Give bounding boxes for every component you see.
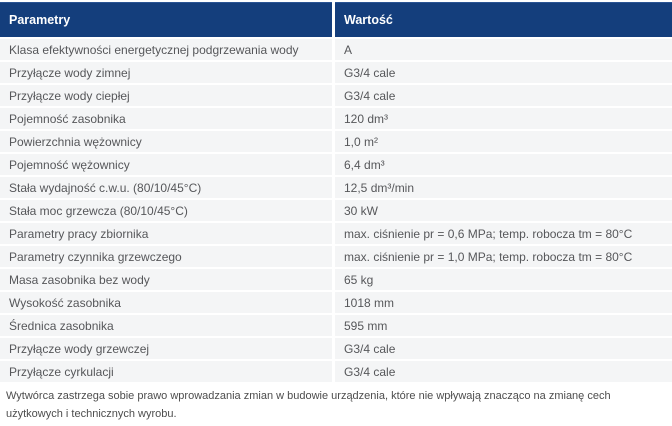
table-row xyxy=(0,292,672,313)
disclaimer-text: Wytwórca zastrzega sobie prawo wprowadzania zmian w budowie urządzenia, które nie wpływają znacząco na zmianę cech użytkowych i technicznych wyrobu. xyxy=(6,390,611,420)
value-cell: G3/4 cale xyxy=(335,338,672,359)
table-row xyxy=(0,338,672,359)
param-cell: Średnica zasobnika xyxy=(0,315,332,336)
table-row xyxy=(0,269,672,290)
param-cell: Przyłącze wody ciepłej xyxy=(0,85,332,106)
table-header-row xyxy=(0,2,672,37)
value-cell: 65 kg xyxy=(335,269,672,290)
table-row xyxy=(0,315,672,336)
param-cell: Parametry czynnika grzewczego xyxy=(0,246,332,267)
value-cell: G3/4 cale xyxy=(335,361,672,382)
param-cell: Przyłącze wody grzewczej xyxy=(0,338,332,359)
value-cell: G3/4 cale xyxy=(335,85,672,106)
value-cell: 12,5 dm³/min xyxy=(335,177,672,198)
value-cell: 595 mm xyxy=(335,315,672,336)
param-cell: Parametry pracy zbiornika xyxy=(0,223,332,244)
value-cell: max. ciśnienie pr = 1,0 MPa; temp. robocza tm = 80°C xyxy=(335,246,672,267)
value-cell: 30 kW xyxy=(335,200,672,221)
value-cell: max. ciśnienie pr = 0,6 MPa; temp. robocza tm = 80°C xyxy=(335,223,672,244)
value-cell: 6,4 dm³ xyxy=(335,154,672,175)
param-cell: Przyłącze cyrkulacji xyxy=(0,361,332,382)
param-cell: Pojemność wężownicy xyxy=(0,154,332,175)
table-row xyxy=(0,177,672,198)
param-cell: Przyłącze wody zimnej xyxy=(0,62,332,83)
table-row xyxy=(0,154,672,175)
param-cell: Klasa efektywności energetycznej podgrzewania wody xyxy=(0,39,332,60)
header-cell-parametry: Parametry xyxy=(0,2,332,37)
table-row xyxy=(0,108,672,129)
table-row xyxy=(0,200,672,221)
table-row xyxy=(0,62,672,83)
table-row xyxy=(0,246,672,267)
table-row xyxy=(0,39,672,60)
table-row xyxy=(0,131,672,152)
value-cell: A xyxy=(335,39,672,60)
value-cell: G3/4 cale xyxy=(335,62,672,83)
value-cell: 1018 mm xyxy=(335,292,672,313)
table-row xyxy=(0,85,672,106)
param-cell: Stała wydajność c.w.u. (80/10/45°C) xyxy=(0,177,332,198)
param-cell: Stała moc grzewcza (80/10/45°C) xyxy=(0,200,332,221)
param-cell: Powierzchnia wężownicy xyxy=(0,131,332,152)
table-row xyxy=(0,361,672,382)
table-row xyxy=(0,223,672,244)
value-cell: 120 dm³ xyxy=(335,108,672,129)
param-cell: Wysokość zasobnika xyxy=(0,292,332,313)
param-cell: Pojemność zasobnika xyxy=(0,108,332,129)
param-cell: Masa zasobnika bez wody xyxy=(0,269,332,290)
value-cell: 1,0 m² xyxy=(335,131,672,152)
header-cell-wartosc: Wartość xyxy=(335,2,672,37)
